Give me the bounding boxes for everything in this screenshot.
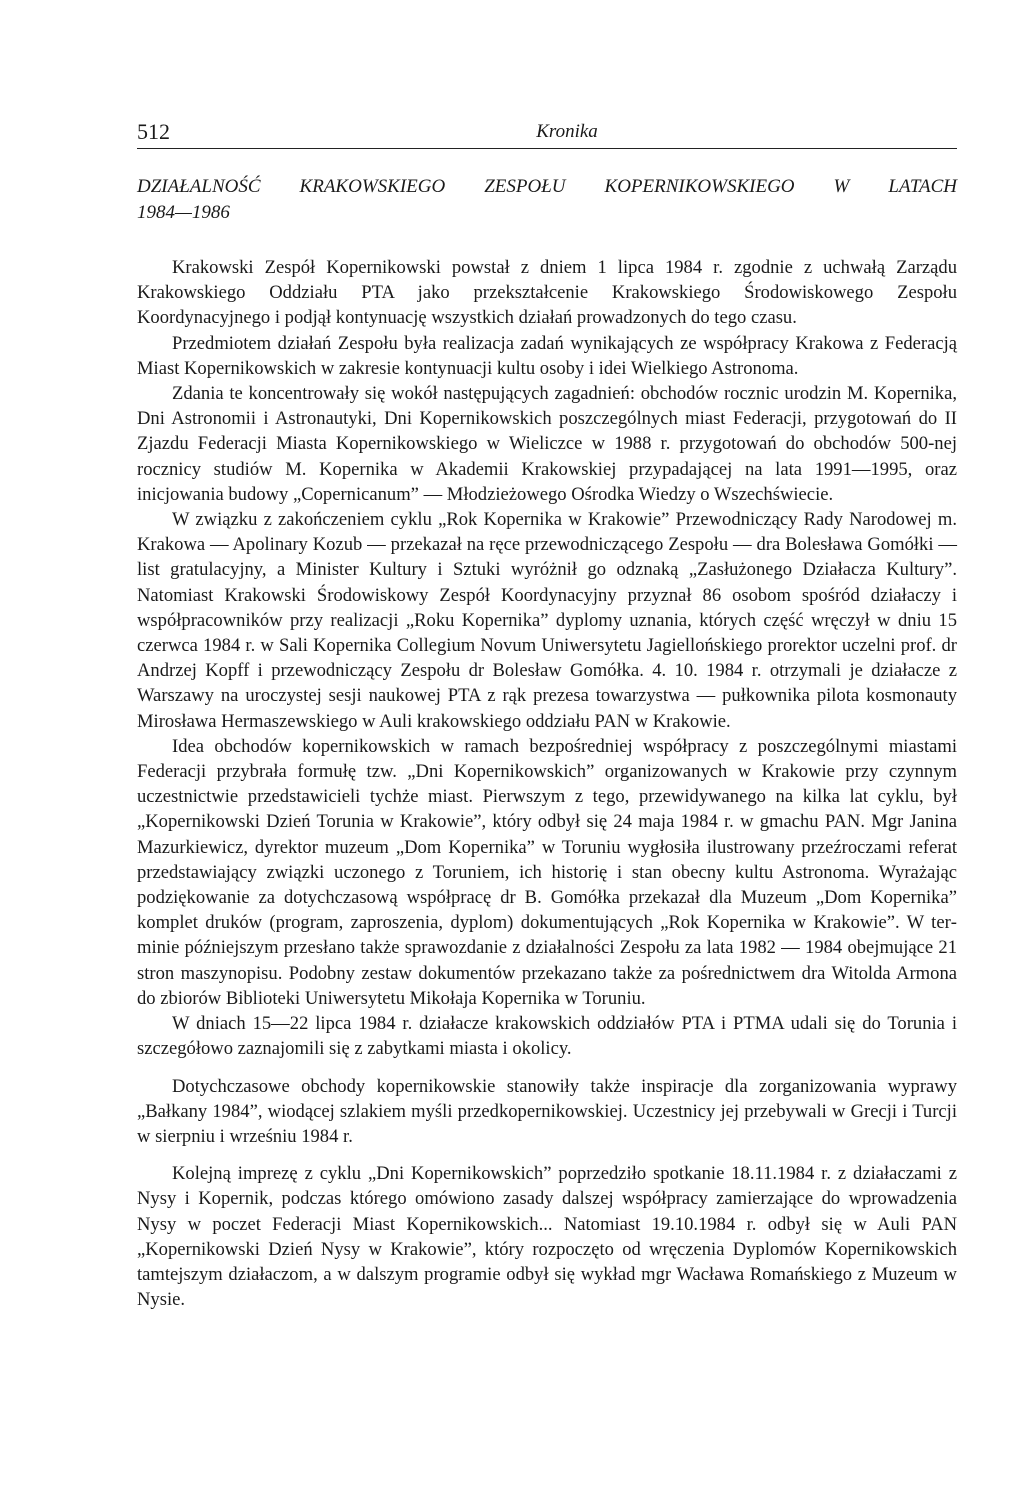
article-title-main: DZIAŁALNOŚĆ KRAKOWSKIEGO ZESPOŁU KOPERNIKOWSKIEGO W LATACH: [137, 176, 957, 197]
running-title: Kronika: [536, 121, 598, 142]
article-title-years: 1984—1986: [137, 202, 230, 223]
paragraph: Przedmiotem działań Zespołu była realizacja zadań wynikających ze współpracy Krakowa z Federacją Miast Kopernikowskich w zakresie kontynuacji kultu osoby i idei Wielkiego Astronoma.: [137, 332, 957, 379]
paragraph: Dotychczasowe obchody kopernikowskie stanowiły także inspiracje dla zorganizowania wyprawy „Bałkany 1984”, wiodącej szlakiem myśli przedkopernikowskiej. Uczestnicy jej przebywali w Grecji i Turcji w sierpniu i wrześniu 1984 r.: [137, 1075, 957, 1147]
paragraph: Kolejną imprezę z cyklu „Dni Kopernikowskich” poprzedziło spotkanie 18.11.1984 r. z działaczami z Nysy i Kopernik, podczas którego omówiono zasady dalszej współpracy zamierzające do wprowadzenia Nysy w poczet Federacji Miast Kopernikowskich... Natomiast 19.10.1984 r. odbył się w Auli PAN „Kopernikowski Dzień Nysy w Krakowie”, który rozpoczęto od wręczenia Dyplomów Kopernikowskich tamtejszym działaczom, a w dalszym programie odbył się wykład mgr Wacława Romańskiego z Muzeum w Nysie.: [137, 1163, 957, 1311]
page-number: 512: [137, 119, 170, 144]
paragraph: Zdania te koncentrowały się wokół następujących zagadnień: obchodów rocznic urodzin M. Kopernika, Dni Astronomii i Astronautyki, Dni Kopernikowskich poszczególnych miast Federacji, przygotowań do II Zjazdu Federacji Miasta Kopernikowskiego w Wieliczce w 1988 r. przygotowań do obchodów 500-nej rocznicy studiów M. Kopernika w Akademii Krakowskiej przypadającej na lata 1991—1995, oraz inicjowania budowy „Copernicanum” — Młodzieżowego Ośrodka Wiedzy o Wszechświecie.: [137, 383, 957, 505]
paragraph: W dniach 15—22 lipca 1984 r. działacze krakowskich oddziałów PTA i PTMA udali się do Torunia i szczegółowo zaznajomili się z zabytkami miasta i okolicy.: [137, 1013, 957, 1060]
paragraph: W związku z zakończeniem cyklu „Rok Kopernika w Krakowie” Przewodniczący Rady Narodowej m. Krakowa — Apolinary Kozub — przekazał na ręce przewodniczącego Zespołu — dra Bolesława Gomółki — list gratulacyjny, a Minister Kultury i Sztuki wyróżnił go odznaką „Zasłużonego Działacza Kultury”. Natomiast Krakowski Środowiskowy Zespół Koordynacyjny przyznał 86 osobom spośród działaczy i współpracowników przy realizacji „Roku Kopernika” dyplomy uznania, których część wręczył w dniu 15 czerwca 1984 r. w Sali Kopernika Collegium Novum Uniwersytetu Jagiellońskiego prorektor uczelni prof. dr Andrzej Kopff i przewodniczący Zespołu dr Bolesław Gomółka. 4. 10. 1984 r. otrzymali je działacze z Warszawy na uroczystej sesji naukowej PTA z rąk prezesa towarzystwa — pułkownika pilota kosmonauty Mirosława Hermaszewskiego w Auli krakowskiego oddziału PAN w Krakowie.: [137, 509, 957, 732]
running-header: [137, 118, 957, 149]
paragraph: Idea obchodów kopernikowskich w ramach bezpośredniej współpracy z poszczególnymi miastami Federacji przybrała formułę tzw. „Dni Kopernikowskich” organizowanych w Krakowie przy czynnym uczestnictwie przedstawicieli tychże miast. Pierwszym z tego, przewidywanego na kilka lat cyklu, był „Kopernikowski Dzień Torunia w Krakowie”, który odbył się 24 maja 1984 r. w gmachu PAN. Mgr Janina Mazurkiewicz, dyrektor muzeum „Dom Kopernika” w Toruniu wygłosiła ilustrowany przeźroczami referat przedstawiający związki uczonego z Toruniem, ich historię i stan obecny kultu Astronoma. Wyrażając podziękowanie za dotychczasową współpracę dr B. Gomółka przekazał dla Muzeum „Dom Kopernika” komplet druków (program, zaproszenia, dyplom) dokumentujących „Rok Kopernika w Krakowie”. W terminie późniejszym przesłano także sprawozdanie z działalności Zespołu za lata 1982 — 1984 obejmujące 21 stron maszynopisu. Podobny zestaw dokumentów przekazano także za pośrednictwem dra Witolda Armona do zbiorów Biblioteki Uniwersytetu Mikołaja Kopernika w Toruniu.: [137, 735, 957, 1009]
article-body: [137, 255, 957, 1312]
article-title: [137, 174, 957, 226]
document-page: [137, 118, 957, 1312]
paragraph: Krakowski Zespół Kopernikowski powstał z dniem 1 lipca 1984 r. zgodnie z uchwałą Zarządu Krakowskiego Oddziału PTA jako przekształcenie Krakowskiego Środowiskowego Zespołu Koordynacyjnego i podjął kontynuację wszystkich działań prowadzonych do tego czasu.: [137, 257, 957, 329]
